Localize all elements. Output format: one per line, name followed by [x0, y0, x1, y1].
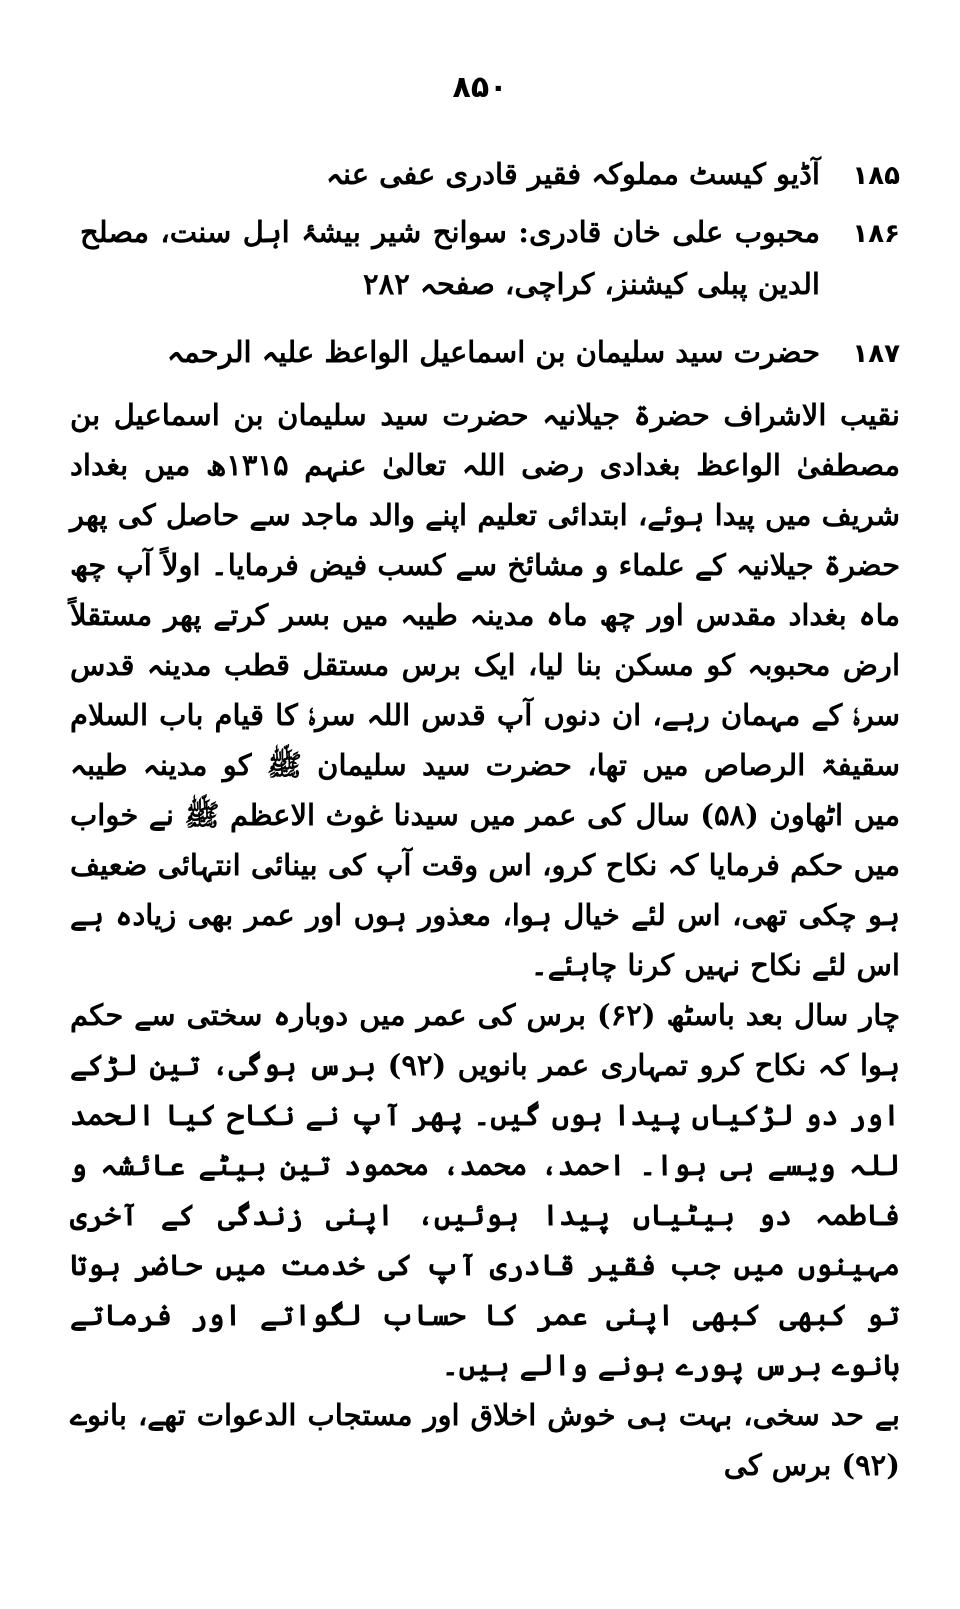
body-paragraph: چار سال بعد باسٹھ (۶۲) برس کی عمر میں دوبارہ سختی سے حکم ہوا کہ نکاح کرو تمہاری عمر بانویں (۹۲) برس ہوگی، تین لڑکے اور دو لڑکیاں پیدا ہوں گیں۔ پھر آپ نے نکاح کیا الحمد للہ ویسے ہی ہوا۔ احمد، محمد، محمود تین بیٹے عائشہ و فاطمہ دو بیٹیاں پیدا ہوئیں، اپنی زندگی کے آخری مہینوں میں جب فقیر قادری آپ کی خدمت میں حاضر ہوتا تو کبھی کبھی اپنی عمر کا حساب لگواتے اور فرماتے بانوے برس پورے ہونے والے ہیں۔	[70, 998, 900, 1382]
footnote-186	[80, 206, 900, 310]
footnote-187	[80, 326, 900, 380]
body-paragraph: نقیب الاشراف حضرۃ جیلانیہ حضرت سید سلیمان بن اسماعیل بن مصطفیٰ الواعظ بغدادی رضی اللہ تعالیٰ عنہم ۱۳۱۵ھ میں بغداد شریف میں پیدا ہوئے، ابتدائی تعلیم اپنے والد ماجد سے حاصل کی پھر حضرۃ جیلانیہ کے علماء و مشائخ سے کسب فیض فرمایا۔ اولاً آپ چھ ماہ بغداد مقدس اور چھ ماہ مدینہ طیبہ میں بسر کرتے پھر مستقلاً ارض محبوبہ کو مسکن بنا لیا، ایک برس مستقل قطب مدینہ قدس سرہٗ کے مہمان رہے، ان دنوں آپ قدس اللہ سرہٗ کا قیام باب السلام سقیفۃ الرصاص میں تھا، حضرت سید سلیمان ﷺ کو مدینہ طیبہ میں اٹھاون (۵۸) سال کی عمر میں سیدنا غوث الاعظم ﷺ نے خواب میں حکم فرمایا کہ نکاح کرو، اس وقت آپ کی بینائی انتہائی ضعیف ہو چکی تھی، اس لئے خیال ہوا، معذور ہوں اور عمر بھی زیادہ ہے اس لئے نکاح نہیں کرنا چاہئے۔	[70, 398, 900, 982]
footnote-185	[80, 148, 900, 202]
footnote-number: ۱۸۵	[852, 161, 900, 191]
footnote-text: آڈیو کیسٹ مملوکہ فقیر قادری عفی عنہ	[326, 157, 820, 191]
footnote-text: محبوب علی خان قادری: سوانح شیر بیشۂ اہل سنت، مصلح الدین پبلی کیشنز، کراچی، صفحہ ۲۸۲	[80, 215, 820, 301]
biography-body	[70, 390, 900, 1490]
footnote-number: ۱۸۷	[852, 339, 900, 369]
body-paragraph: بے حد سخی، بہت ہی خوش اخلاق اور مستجاب الدعوات تھے، بانوے (۹۲) برس کی	[70, 1398, 900, 1482]
footnote-text: حضرت سید سلیمان بن اسماعیل الواعظ علیہ الرحمہ	[167, 335, 820, 369]
footnote-number: ۱۸۶	[852, 219, 900, 249]
page-number: ۸۵۰	[452, 70, 508, 105]
